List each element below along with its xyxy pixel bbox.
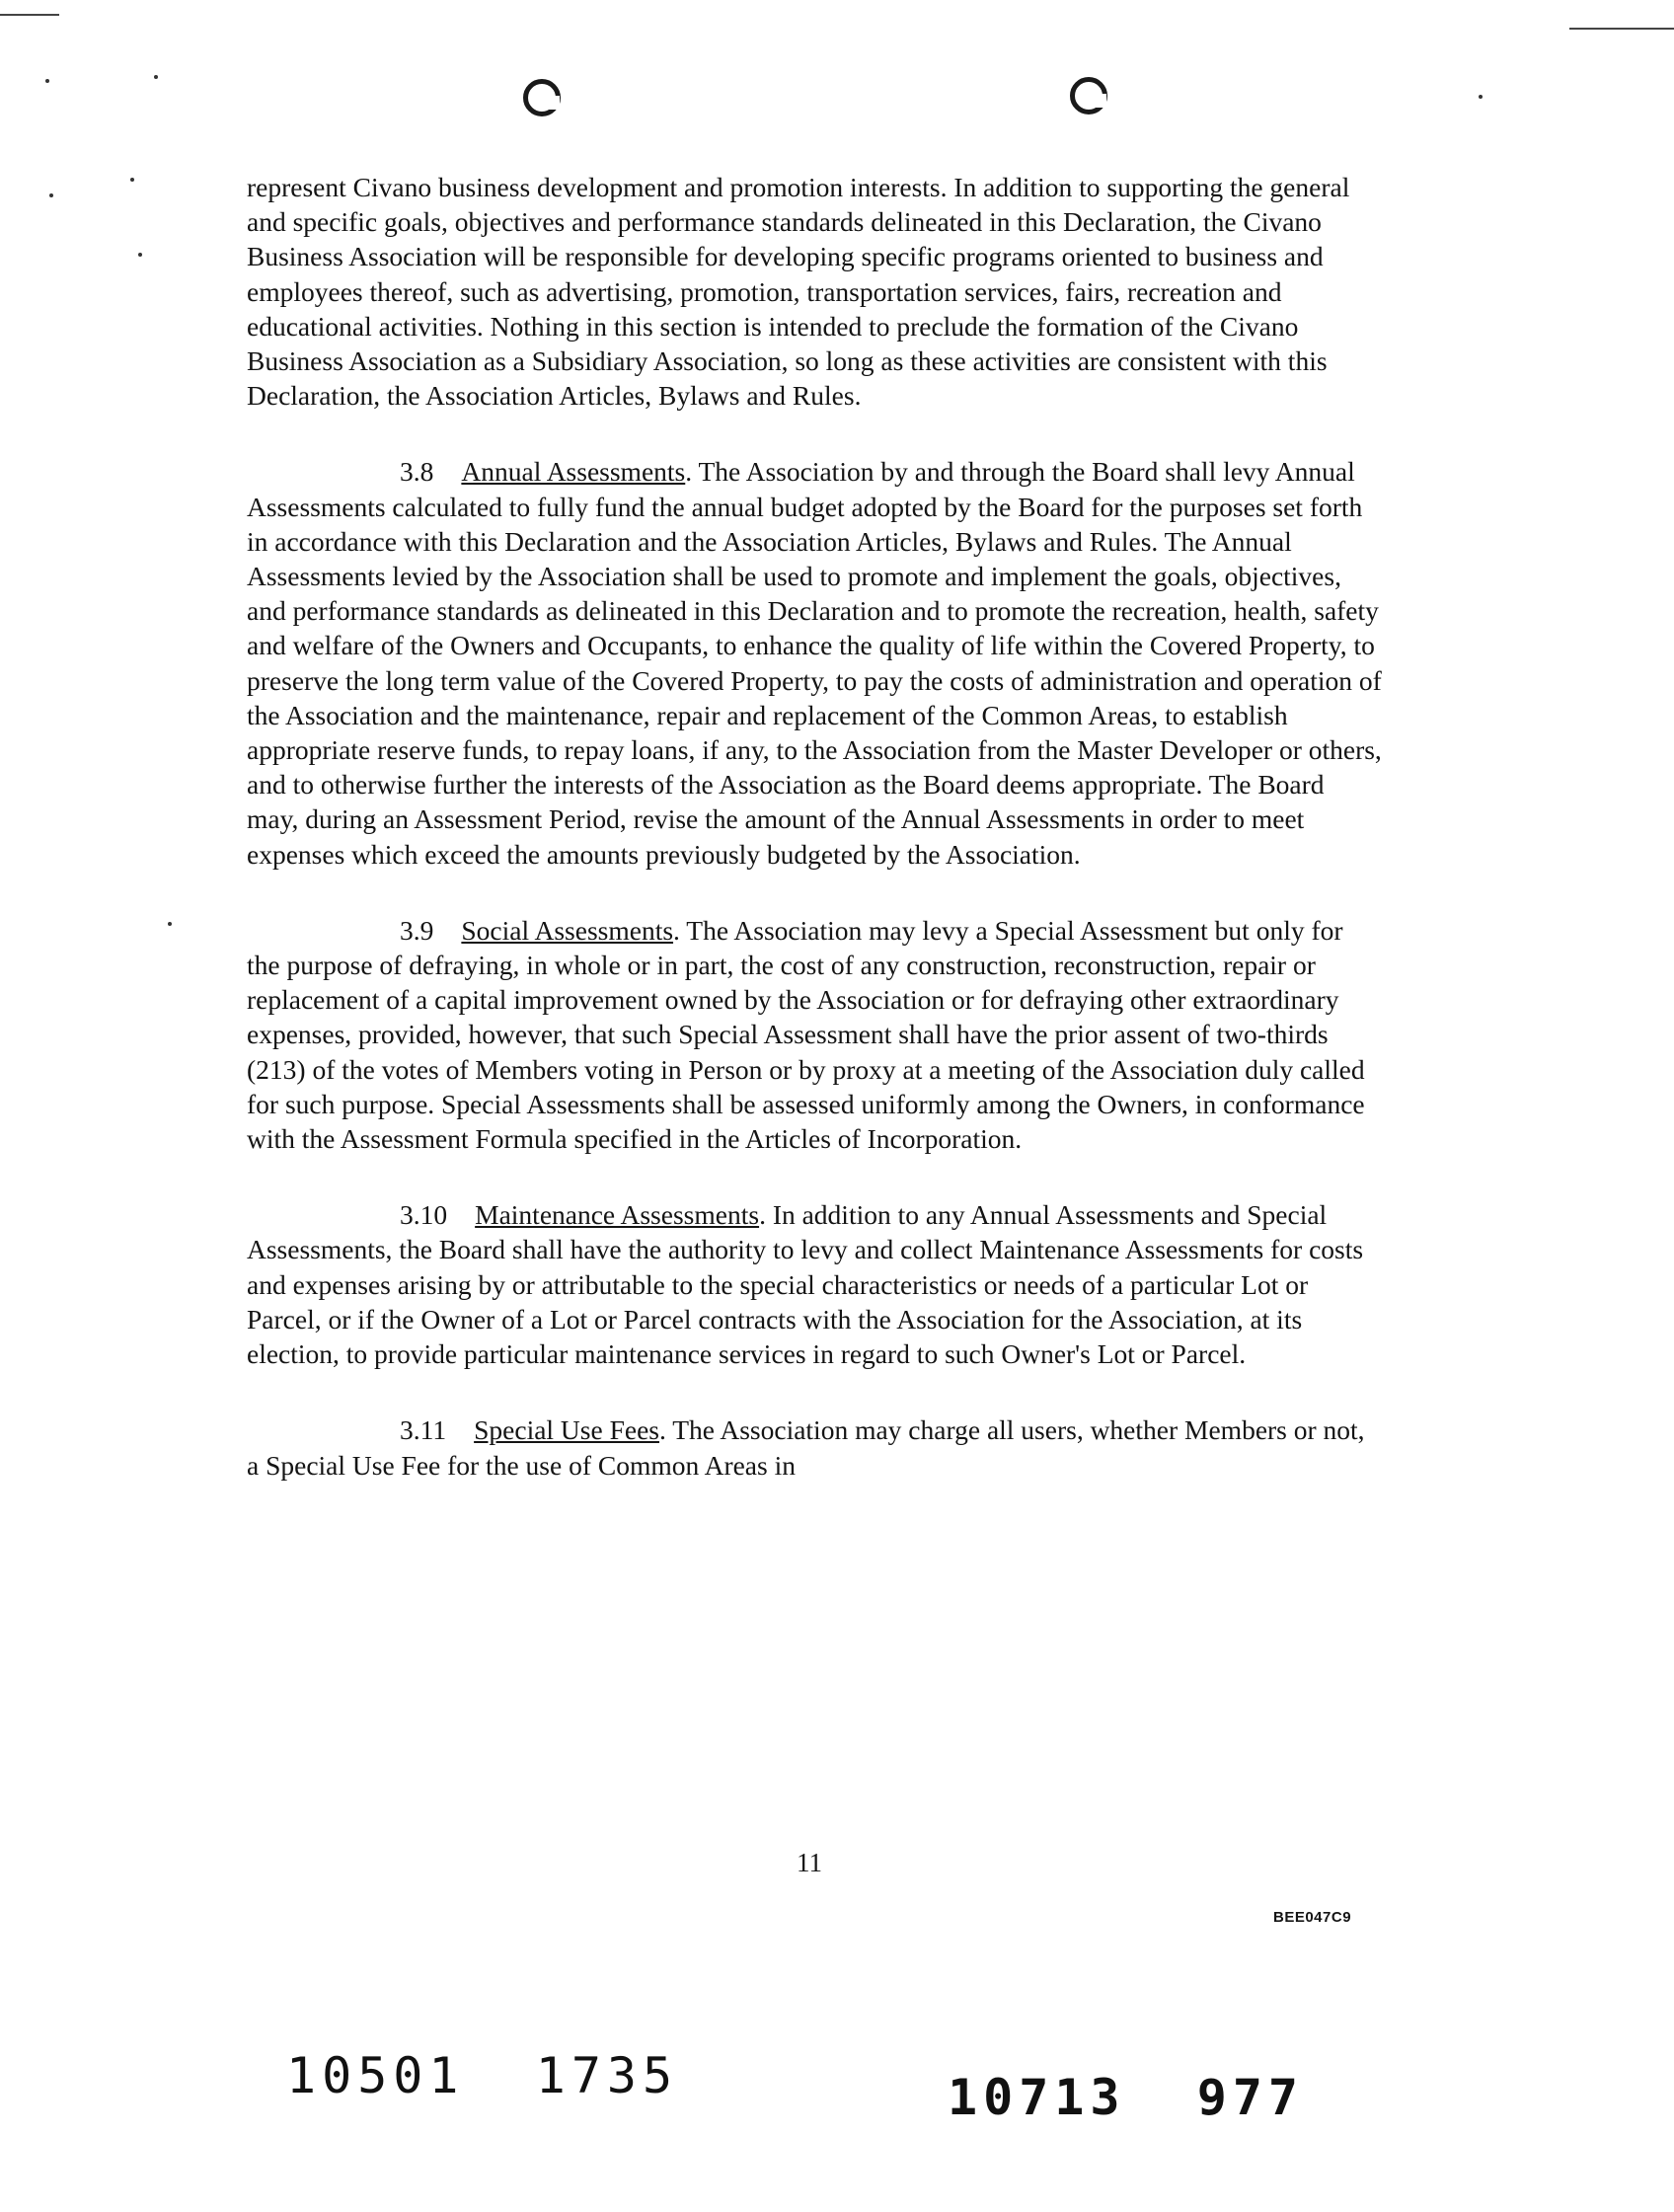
- page-number: 11: [797, 1848, 822, 1877]
- section-text: . The Association by and through the Board shall levy Annual Assessments calculated to fully fund the annual budget adopted by the Board for the purposes set forth in accordance with this Declaration and the Association Articles, Bylaws and Rules. The Annual Assessments levied by the Association shall be used to promote and implement the goals, objectives, and performance standards as delineated in this Declaration and to promote the recreation, health, safety and welfare of the Owners and Occupants, to enhance the quality of life within the Covered Property, to preserve the long term value of the Covered Property, to pay the costs of administration and operation of the Association and the maintenance, repair and replacement of the Common Areas, to establish appropriate reserve funds, to repay loans, if any, to the Association from the Master Developer or others, and to otherwise further the interests of the Association as the Board deems appropriate. The Board may, during an Assessment Period, revise the amount of the Annual Assessments in order to meet expenses which exceed the amounts previously budgeted by the Association.: [247, 456, 1382, 870]
- scan-speck: [154, 75, 158, 79]
- section-number: 3.9: [400, 914, 434, 946]
- section-text: . The Association may charge all users, whether Members or not, a Special Use Fee for the use of Common Areas in: [247, 1414, 1365, 1481]
- scan-speck: [130, 178, 134, 182]
- section-text: . In addition to any Annual Assessments and Special Assessments, the Board shall have the authority to levy and collect Maintenance Assessments for costs and expenses arising by or attributable to the special characteristics or needs of a particular Lot or Parcel, or if the Owner of a Lot or Parcel contracts with the Association for the Association, at its election, to provide particular maintenance services in regard to such Owner's Lot or Parcel.: [247, 1199, 1364, 1370]
- scan-edge-mark-left: [0, 14, 59, 16]
- section-number: 3.8: [400, 456, 434, 488]
- punch-hole-left: [523, 79, 561, 116]
- section-text: . The Association may levy a Special Assessment but only for the purpose of defraying, in whole or in part, the cost of any construction, reconstruction, repair or replacement of a capital improvement owned by the Association or for defraying other extraordinary expenses, provided, however, that such Special Assessment shall have the prior assent of two-thirds (213) of the votes of Members voting in Person or by proxy at a meeting of the Association duly called for such purpose. Special Assessments shall be assessed uniformly among the Owners, in conformance with the Assessment Formula specified in the Articles of Incorporation.: [247, 914, 1365, 1155]
- section-3-8: [247, 454, 1382, 871]
- scan-speck: [49, 193, 53, 197]
- section-heading: Maintenance Assessments: [475, 1199, 760, 1231]
- document-body: [247, 170, 1382, 1524]
- paragraph-text: represent Civano business development and promotion interests. In addition to supporting the general and specific goals, objectives and performance standards delineated in this Declaration, the Civano Business Association will be responsible for developing specific programs oriented to business and employees thereof, such as advertising, promotion, transportation services, fairs, recreation and educational activities. Nothing in this section is intended to preclude the formation of the Civano Business Association as a Subsidiary Association, so long as these activities are consistent with this Declaration, the Association Articles, Bylaws and Rules.: [247, 172, 1350, 412]
- section-3-10: [247, 1197, 1382, 1371]
- scan-edge-mark-right: [1569, 28, 1674, 30]
- section-heading: Annual Assessments: [461, 456, 686, 488]
- scan-speck: [45, 79, 49, 83]
- section-heading: Special Use Fees: [474, 1414, 659, 1446]
- recording-stamp-right: 10713 977: [948, 2069, 1305, 2126]
- document-code: BEE047C9: [1273, 1909, 1352, 1926]
- scan-speck: [168, 922, 172, 926]
- section-number: 3.10: [400, 1199, 448, 1231]
- scan-speck: [138, 253, 142, 257]
- scan-speck: [1479, 95, 1483, 99]
- section-3-9: [247, 913, 1382, 1156]
- section-3-11: [247, 1412, 1382, 1482]
- recording-stamp-left: 10501 1735: [286, 2047, 679, 2104]
- paragraph-continuation: [247, 170, 1382, 413]
- punch-hole-right: [1070, 77, 1107, 114]
- section-heading: Social Assessments: [461, 914, 674, 946]
- section-number: 3.11: [400, 1414, 447, 1446]
